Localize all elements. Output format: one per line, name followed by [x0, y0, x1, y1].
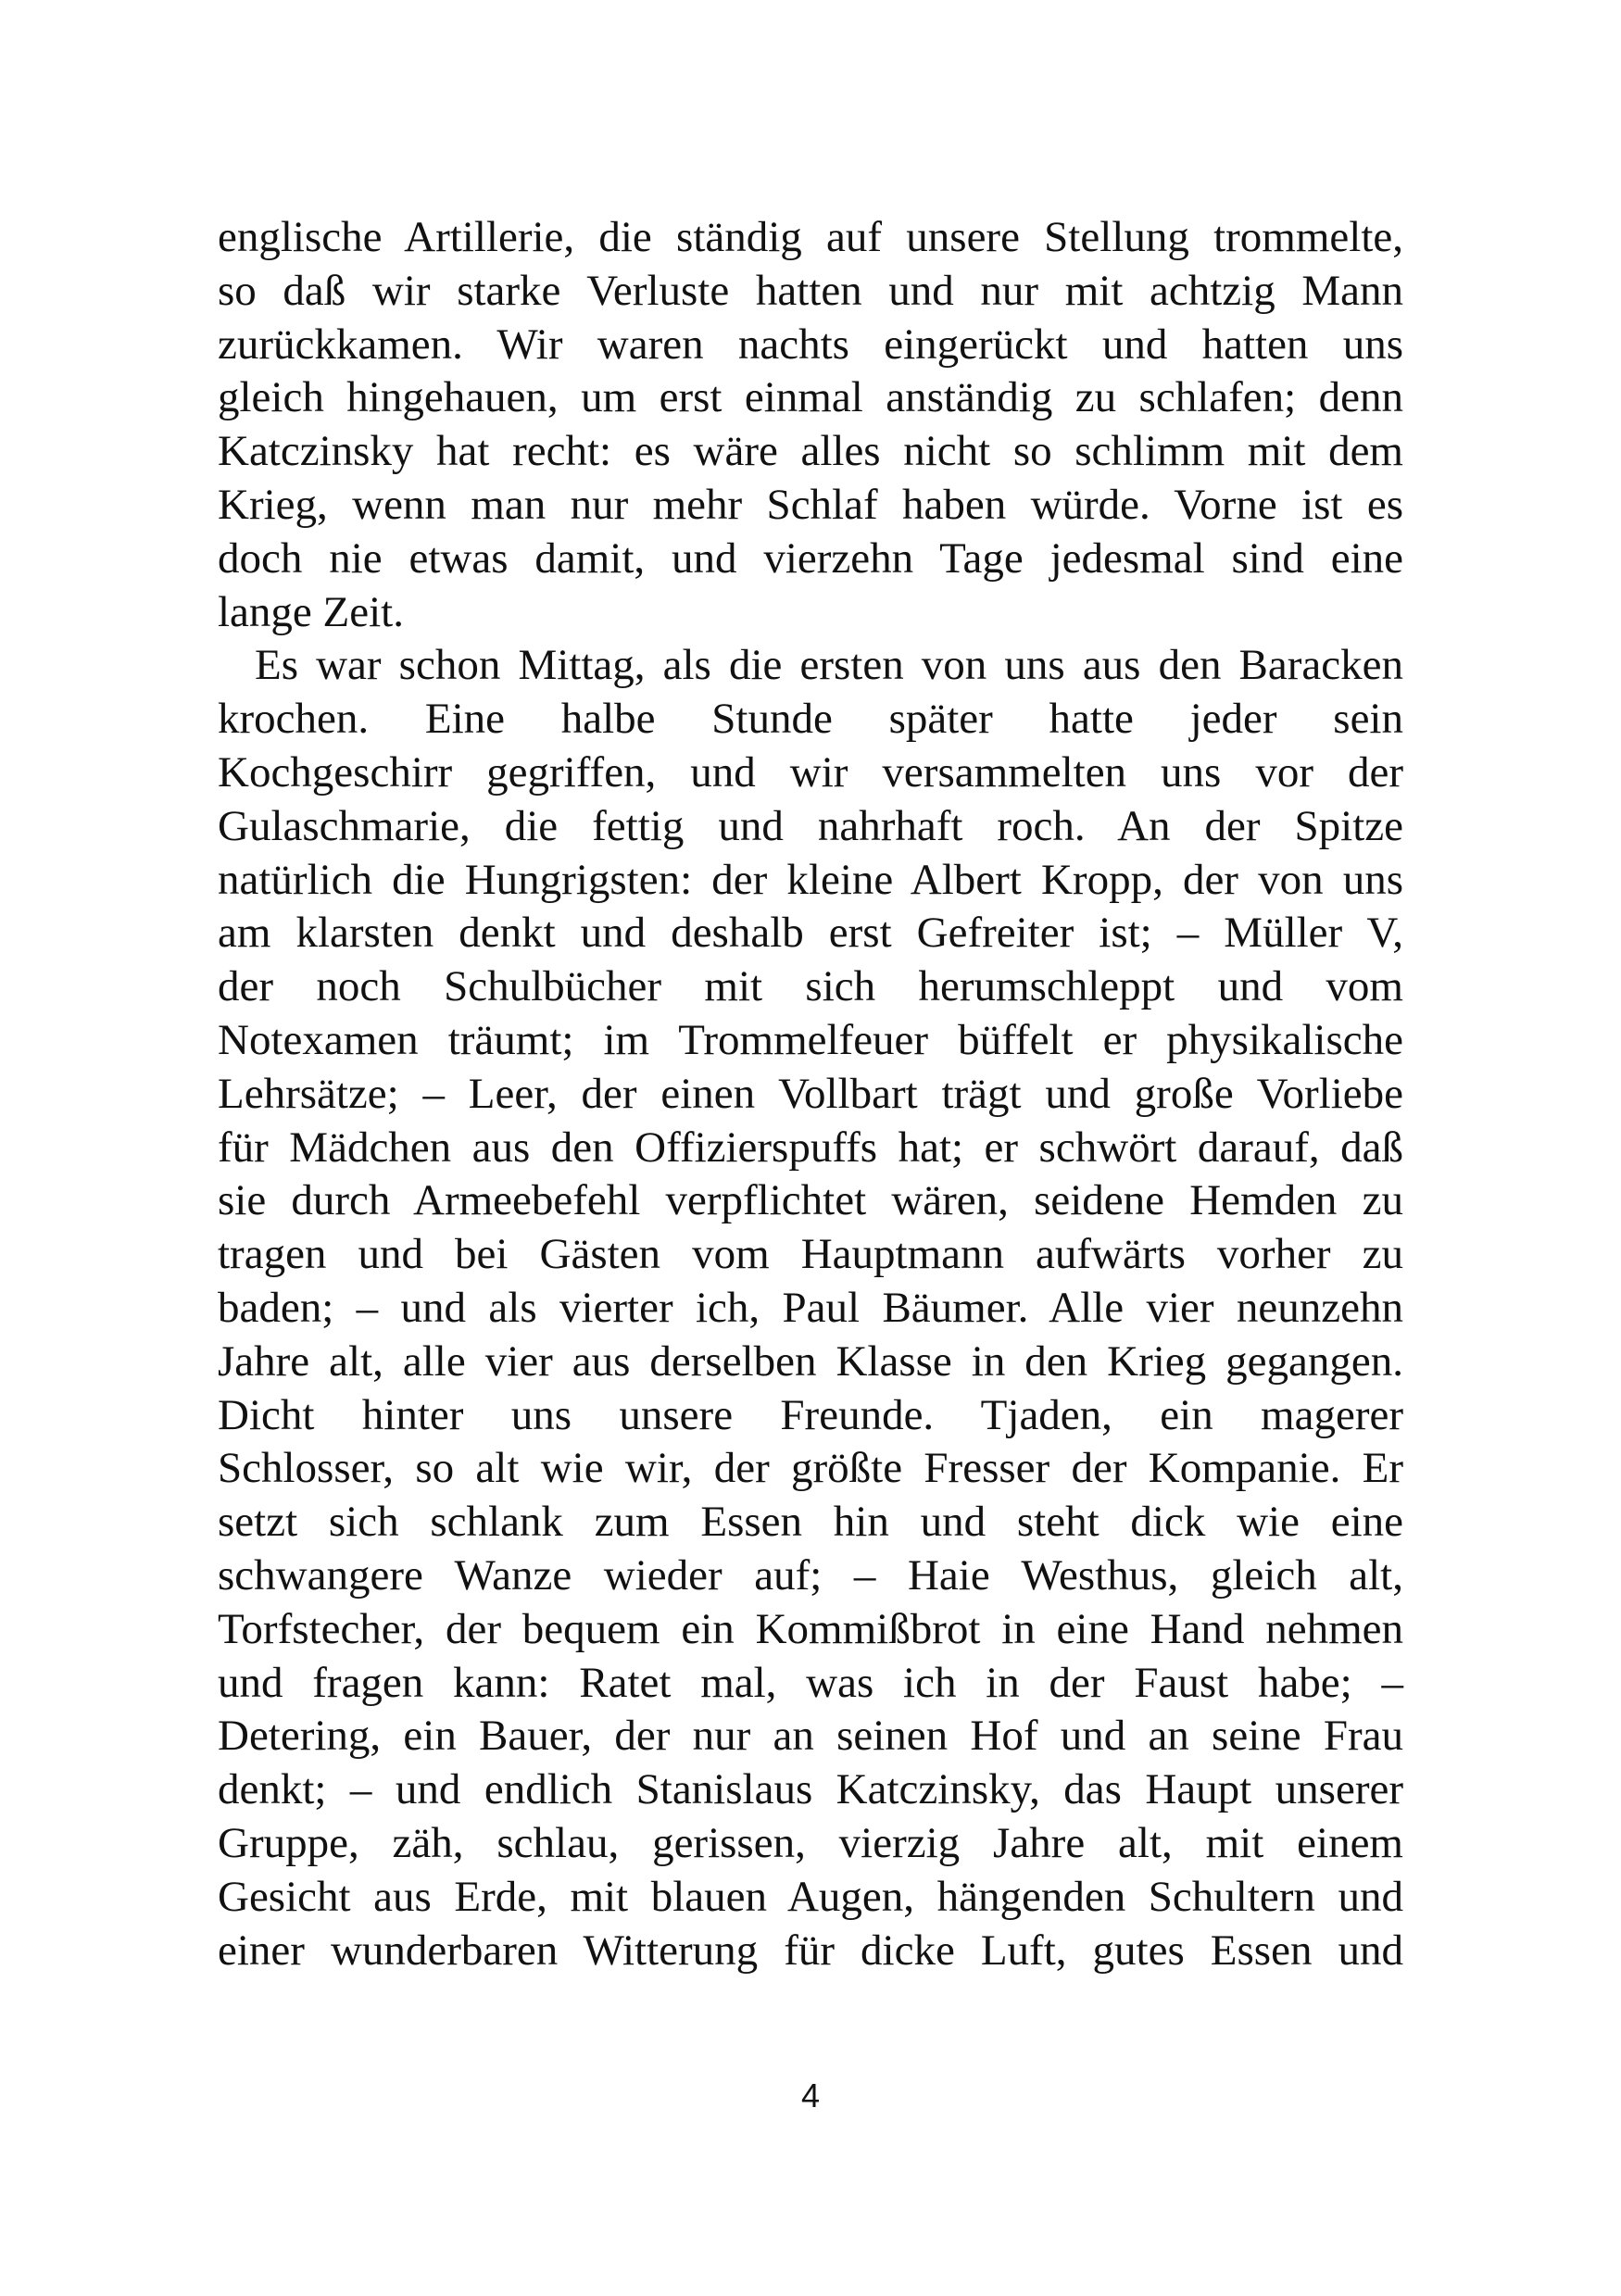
text-line: Gruppe, zäh, schlau, gerissen, vierzig Jahre alt, mit einem [218, 1818, 1403, 1867]
text-line: der noch Schulbücher mit sich herumschleppt und vom [218, 962, 1403, 1011]
text-line: für Mädchen aus den Offizierspuffs hat; er schwört darauf, daß [218, 1123, 1403, 1172]
text-line: Torfstecher, der bequem ein Kommißbrot in eine Hand nehmen [218, 1604, 1403, 1653]
text-line: Schlosser, so alt wie wir, der größte Fresser der Kompanie. Er [218, 1444, 1403, 1493]
text-line: Katczinsky hat recht: es wäre alles nicht so schlimm mit dem [218, 427, 1403, 476]
text-line: sie durch Armeebefehl verpflichtet wären, seidene Hemden zu [218, 1176, 1403, 1225]
text-line: lange Zeit. [218, 587, 404, 636]
text-line: doch nie etwas damit, und vierzehn Tage jedesmal sind eine [218, 533, 1403, 583]
paragraph-2 [218, 639, 1403, 1977]
text-line: gleich hingehauen, um erst einmal anständig zu schlafen; denn [218, 373, 1403, 422]
text-line: Detering, ein Bauer, der nur an seinen Hof und an seine Frau [218, 1712, 1403, 1761]
text-line: zurückkamen. Wir waren nachts eingerückt und hatten uns [218, 320, 1403, 369]
text-line: Es war schon Mittag, als die ersten von uns aus den Baracken [255, 641, 1403, 690]
text-line: Kochgeschirr gegriffen, und wir versammelten uns vor der [218, 747, 1403, 797]
text-line: so daß wir starke Verluste hatten und nur mit achtzig Mann [218, 266, 1403, 315]
text-line: baden; – und als vierter ich, Paul Bäumer. Alle vier neunzehn [218, 1283, 1403, 1332]
text-line: krochen. Eine halbe Stunde später hatte jeder sein [218, 695, 1403, 744]
text-line: Gulaschmarie, die fettig und nahrhaft roch. An der Spitze [218, 801, 1403, 850]
text-line: am klarsten denkt und deshalb erst Gefreiter ist; – Müller V, [218, 909, 1403, 958]
text-line: Jahre alt, alle vier aus derselben Klasse in den Krieg gegangen. [218, 1336, 1403, 1386]
text-line: tragen und bei Gästen vom Hauptmann aufwärts vorher zu [218, 1230, 1403, 1279]
page-number: 4 [800, 2076, 821, 2114]
text-line: natürlich die Hungrigsten: der kleine Albert Kropp, der von uns [218, 855, 1403, 904]
text-line: Gesicht aus Erde, mit blauen Augen, hängenden Schultern und [218, 1872, 1403, 1921]
text-line: setzt sich schlank zum Essen hin und steht dick wie eine [218, 1498, 1403, 1547]
text-line: Dicht hinter uns unsere Freunde. Tjaden, ein magerer [218, 1390, 1403, 1439]
text-line: englische Artillerie, die ständig auf unsere Stellung trommelte, [218, 213, 1403, 261]
text-line: und fragen kann: Ratet mal, was ich in der Faust habe; – [218, 1658, 1403, 1707]
text-line: schwangere Wanze wieder auf; – Haie Westhus, gleich alt, [218, 1550, 1403, 1600]
paragraph-1 [218, 211, 1403, 639]
text-line: denkt; – und endlich Stanislaus Katczinsky, das Haupt unserer [218, 1765, 1403, 1814]
body-text [218, 211, 1403, 1977]
text-line: Krieg, wenn man nur mehr Schlaf haben würde. Vorne ist es [218, 480, 1403, 529]
text-line: Lehrsätze; – Leer, der einen Vollbart trägt und große Vorliebe [218, 1069, 1403, 1118]
text-line: Notexamen träumt; im Trommelfeuer büffelt er physikalische [218, 1015, 1403, 1064]
text-line: einer wunderbaren Witterung für dicke Luft, gutes Essen und [218, 1926, 1403, 1975]
